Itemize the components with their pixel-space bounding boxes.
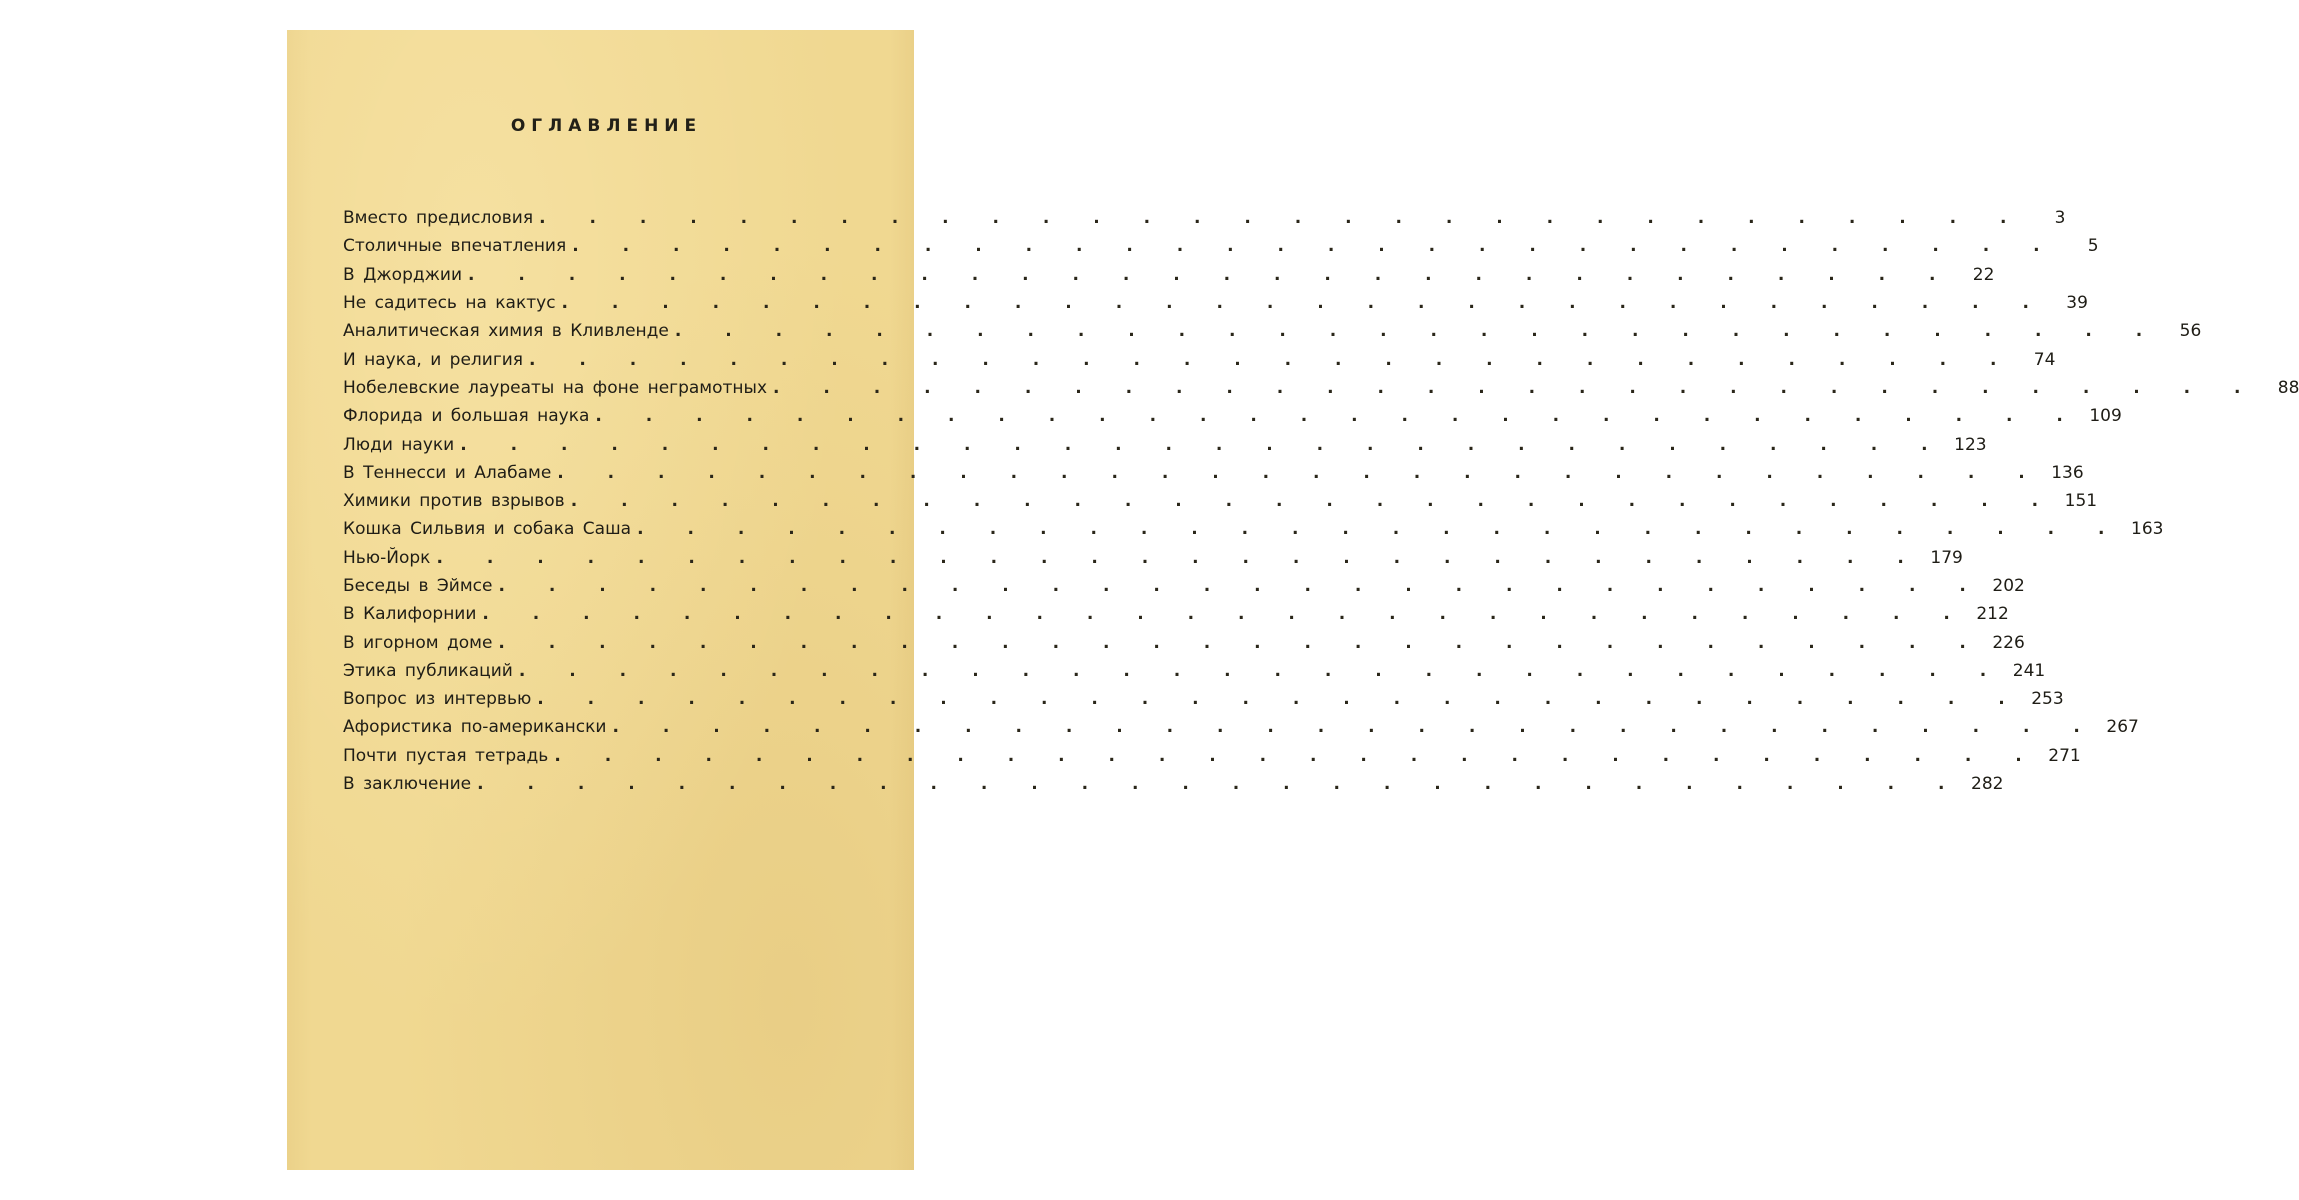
toc-entry-page: 163 (2131, 519, 2164, 540)
toc-entry-title: Нобелевские лауреаты на фоне неграмотных (343, 377, 768, 398)
dot-leader: . . . . . . . . . . . . . . . . . . . . . . . . . . . . . . (674, 321, 2162, 342)
toc-entry-title: Кошка Сильвия и собака Саша (343, 519, 632, 540)
toc-entry-page: 136 (2051, 462, 2084, 483)
toc-entry-page: 267 (2106, 717, 2139, 738)
dot-leader: . . . . . . . . . . . . . . . . . . . . . . . . . . . . . . (477, 774, 1964, 795)
dot-leader: . . . . . . . . . . . . . . . . . . . . . . . . . . . . . . (498, 632, 1985, 653)
toc-entry-page: 74 (2033, 349, 2056, 370)
dot-leader: . . . . . . . . . . . . . . . . . . . . . . . . . . . . . . (436, 547, 1923, 568)
dot-leader: . . . . . . . . . . . . . . . . . . . . . . . . . . . . . . (773, 377, 2260, 398)
toc-entry (343, 402, 2122, 430)
toc-entry-title: Афористика по-американски (343, 717, 607, 738)
toc-entry (343, 770, 2004, 798)
toc-entry-page: 202 (1992, 576, 2025, 596)
toc-entry (343, 572, 2025, 600)
toc-entry-page: 271 (2048, 745, 2081, 766)
toc-entry-page: 253 (2031, 689, 2064, 710)
toc-entry (343, 657, 2046, 685)
dot-leader: . . . . . . . . . . . . . . . . . . . . . . . . . . . . . . (561, 293, 2048, 314)
toc-entry-title: Почти пустая тетрадь (343, 745, 549, 766)
book-page (287, 30, 2299, 1170)
toc-entry (343, 430, 1987, 458)
toc-entry-title: Аналитическая химия в Кливленде (343, 321, 669, 342)
toc-entry-title: Столичные впечатления (343, 236, 567, 257)
toc-entry-title: В игорном доме (343, 632, 493, 653)
toc-entry-page: 226 (1992, 632, 2025, 653)
toc-entry (343, 628, 2025, 656)
dot-leader: . . . . . . . . . . . . . . . . . . . . . . . . . . . . . . (572, 236, 2059, 257)
dot-leader: . . . . . . . . . . . . . . . . . . . . . . . . . . . . . . (529, 349, 2016, 370)
toc-entry-page: 179 (1930, 547, 1963, 568)
dot-leader: . . . . . . . . . . . . . . . . . . . . . . . . . . . . . . (637, 519, 2124, 540)
toc-entry (343, 544, 1963, 572)
toc-entry (343, 487, 2098, 515)
toc-entry (343, 261, 1995, 289)
toc-entry-title: Этика публикаций (343, 660, 513, 681)
toc-entry-page: 282 (1971, 774, 2004, 795)
toc-entry-page: 3 (2054, 208, 2066, 229)
toc-entry-title: Флорида и большая наука (343, 406, 590, 427)
toc-entry (343, 742, 2081, 770)
dot-leader: . . . . . . . . . . . . . . . . . . . . . . . . . . . . . . (482, 604, 1969, 625)
dot-leader: . . . . . . . . . . . . . . . . . . . . . . . . . . . . . . (518, 660, 2006, 681)
toc-entry (343, 459, 2084, 487)
toc-entry-page: 5 (2087, 236, 2099, 257)
toc-entry (343, 232, 2099, 260)
page-title: ОГЛАВЛЕНИЕ (510, 116, 703, 136)
toc-entry-title: Вместо предисловия (343, 208, 534, 229)
toc-entry (343, 685, 2064, 713)
toc-entry-page: 241 (2012, 660, 2046, 681)
dot-leader: . . . . . . . . . . . . . . . . . . . . . . . . . . . . . . (537, 689, 2024, 710)
dot-leader: . . . . . . . . . . . . . . . . . . . . . . . . . . . . . . (570, 491, 2058, 512)
toc-entry-title: В Калифорнии (343, 604, 477, 625)
table-of-contents (343, 204, 2299, 798)
toc-entry-page: 123 (1954, 434, 1987, 455)
toc-entry-title: Нью-Йорк (343, 547, 431, 568)
toc-entry-title: В Джорджии (343, 264, 463, 285)
toc-entry (343, 345, 2056, 373)
toc-entry-page: 109 (2089, 406, 2122, 427)
dot-leader: . . . . . . . . . . . . . . . . . . . . . . . . . . . . . . (460, 434, 1947, 455)
toc-entry-page: 56 (2179, 321, 2202, 342)
dot-leader: . . . . . . . . . . . . . . . . . . . . . . . . . . . . . . (557, 462, 2044, 483)
toc-entry-title: Не садитесь на кактус (343, 293, 556, 314)
toc-entry (343, 317, 2202, 345)
toc-entry-title: И наука, и религия (343, 349, 524, 370)
dot-leader: . . . . . . . . . . . . . . . . . . . . . . . . . . . . . . (612, 717, 2099, 738)
dot-leader: . . . . . . . . . . . . . . . . . . . . . . . . . . . . . . (554, 745, 2041, 766)
toc-entry-title: Люди науки (343, 434, 455, 455)
toc-entry-page: 22 (1972, 264, 1995, 285)
dot-leader: . . . . . . . . . . . . . . . . . . . . . . . . . . . . . . (595, 406, 2082, 427)
toc-entry-title: Беседы в Эймсе (343, 576, 493, 596)
dot-leader: . . . . . . . . . . . . . . . . . . . . . . . . . . . . . . (468, 264, 1955, 285)
toc-entry (343, 713, 2139, 741)
toc-entry (343, 374, 2299, 402)
toc-entry-page: 212 (1976, 604, 2009, 625)
toc-entry-title: Вопрос из интервью (343, 689, 532, 710)
toc-entry (343, 289, 2088, 317)
toc-entry (343, 204, 2066, 232)
toc-entry (343, 515, 2164, 543)
toc-entry-page: 151 (2064, 491, 2098, 512)
dot-leader: . . . . . . . . . . . . . . . . . . . . . . . . . . . . . . (498, 576, 1985, 596)
toc-entry-page: 39 (2066, 293, 2088, 314)
toc-entry-title: Химики против взрывов (343, 491, 565, 512)
toc-entry (343, 600, 2009, 628)
toc-entry-title: В Теннесси и Алабаме (343, 462, 552, 483)
toc-entry-page: 88 (2277, 377, 2299, 398)
toc-entry-title: В заключение (343, 774, 472, 795)
dot-leader: . . . . . . . . . . . . . . . . . . . . . . . . . . . . . . (539, 208, 2026, 229)
